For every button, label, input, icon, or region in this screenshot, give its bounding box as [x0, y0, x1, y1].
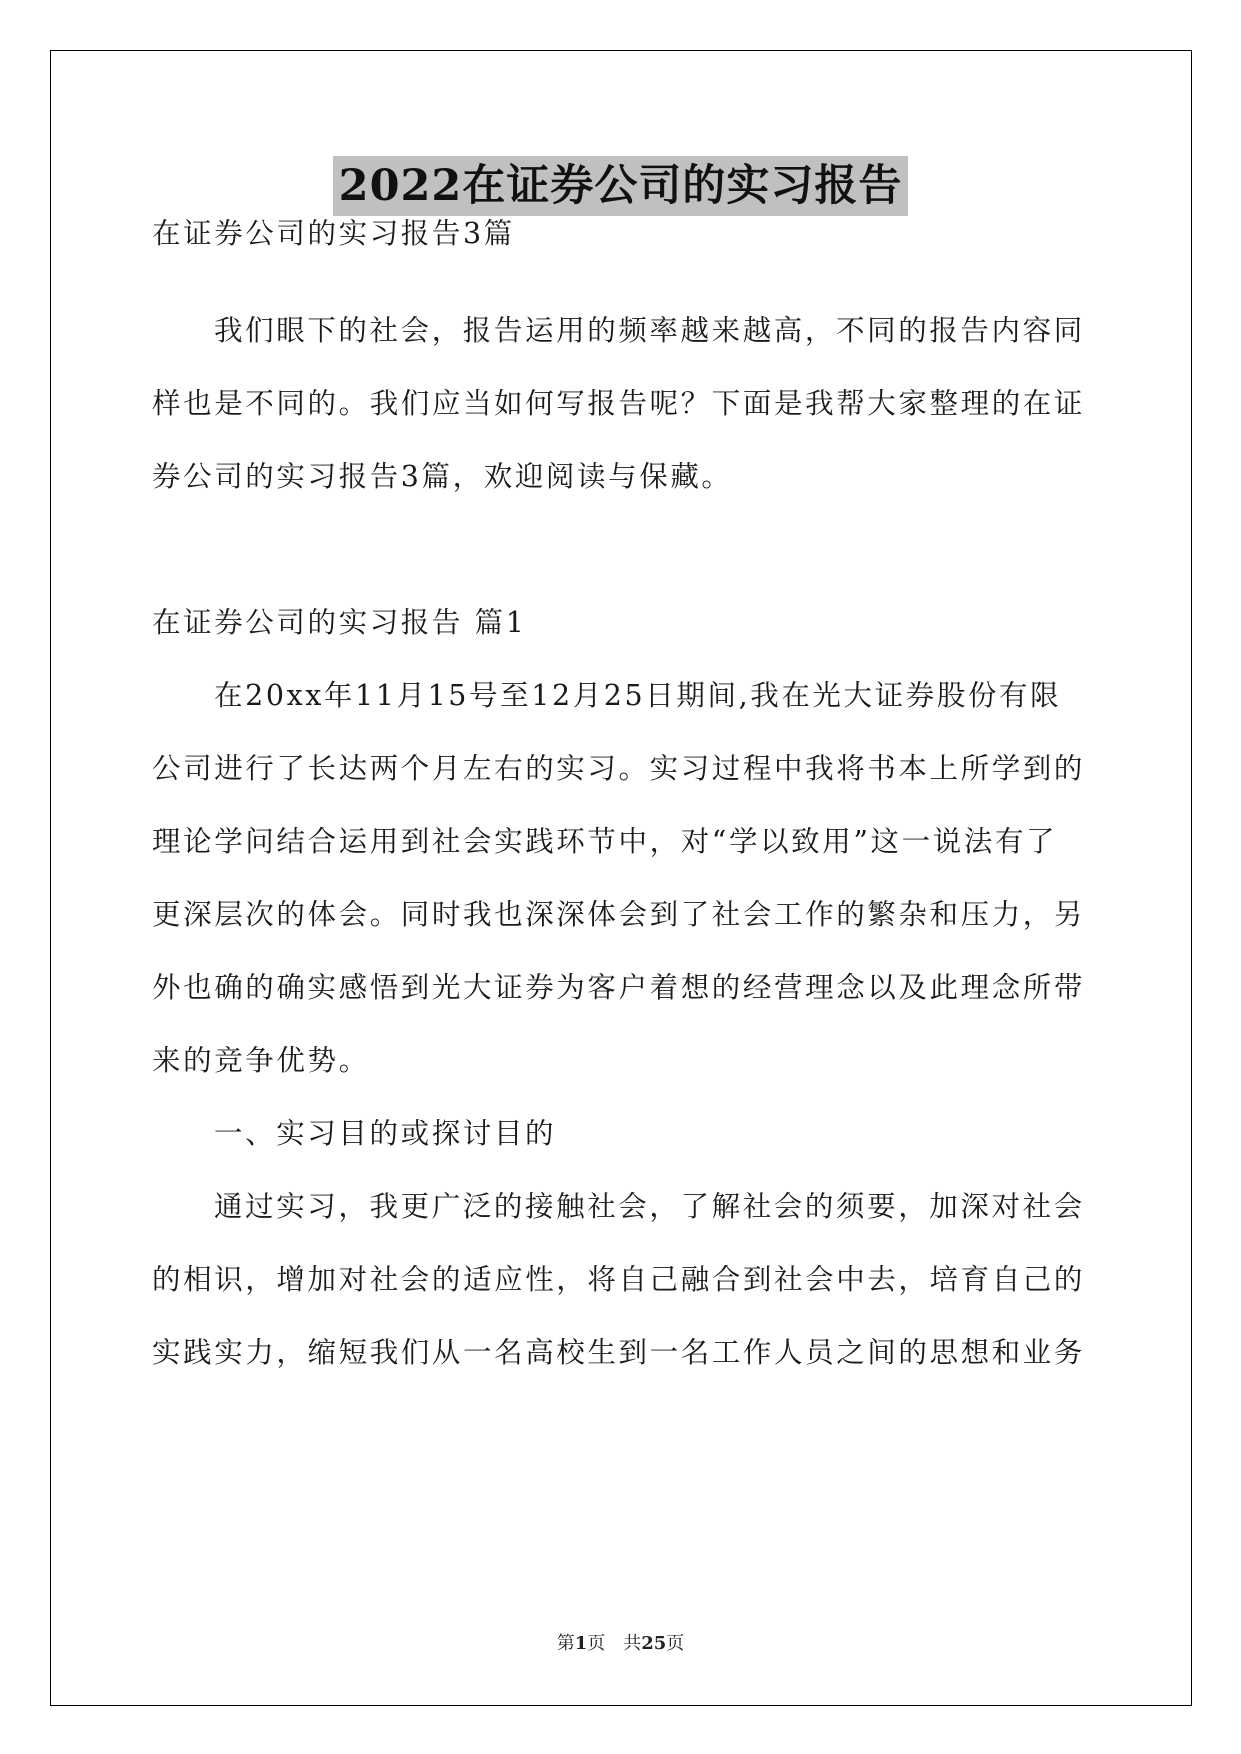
body-line: 通过实习，我更广泛的接触社会，了解社会的须要，加深对社会 [214, 1190, 1085, 1223]
body-line: 更深层次的体会。同时我也深深体会到了社会工作的繁杂和压力，另 [152, 898, 1086, 931]
title-container [0, 156, 1241, 216]
body-line: 实践实力，缩短我们从一名高校生到一名工作人员之间的思想和业务 [152, 1336, 1086, 1369]
body-line: 公司进行了长达两个月左右的实习。实习过程中我将书本上所学到的 [152, 752, 1086, 785]
document-title: 2022在证券公司的实习报告 [333, 156, 909, 216]
page-mid: 页 共 [587, 1633, 642, 1654]
page-suffix: 页 [666, 1633, 685, 1654]
section-heading: 在证券公司的实习报告 篇1 [152, 606, 527, 639]
page-footer [0, 1632, 1241, 1656]
body-line: 在20xx年11月15号至12月25日期间,我在光大证券股份有限 [214, 679, 1062, 712]
body-line: 券公司的实习报告3篇，欢迎阅读与保藏。 [152, 460, 733, 493]
page-border [50, 50, 1192, 1706]
body-line: 外也确的确实感悟到光大证券为客户着想的经营理念以及此理念所带 [152, 971, 1086, 1004]
body-line: 理论学问结合运用到社会实践环节中，对“学以致用”这一说法有了 [152, 825, 1058, 858]
page-total: 25 [641, 1633, 667, 1654]
page-prefix: 第 [556, 1633, 575, 1654]
body-line: 来的竞争优势。 [152, 1044, 370, 1077]
subtitle-line: 在证券公司的实习报告3篇 [152, 217, 515, 250]
body-line: 我们眼下的社会，报告运用的频率越来越高，不同的报告内容同 [214, 314, 1085, 347]
page-current: 1 [574, 1633, 588, 1654]
body-line: 样也是不同的。我们应当如何写报告呢？下面是我帮大家整理的在证 [152, 387, 1086, 420]
body-line: 的相识，增加对社会的适应性，将自己融合到社会中去，培育自己的 [152, 1263, 1086, 1296]
subsection-heading: 一、实习目的或探讨目的 [214, 1117, 557, 1150]
